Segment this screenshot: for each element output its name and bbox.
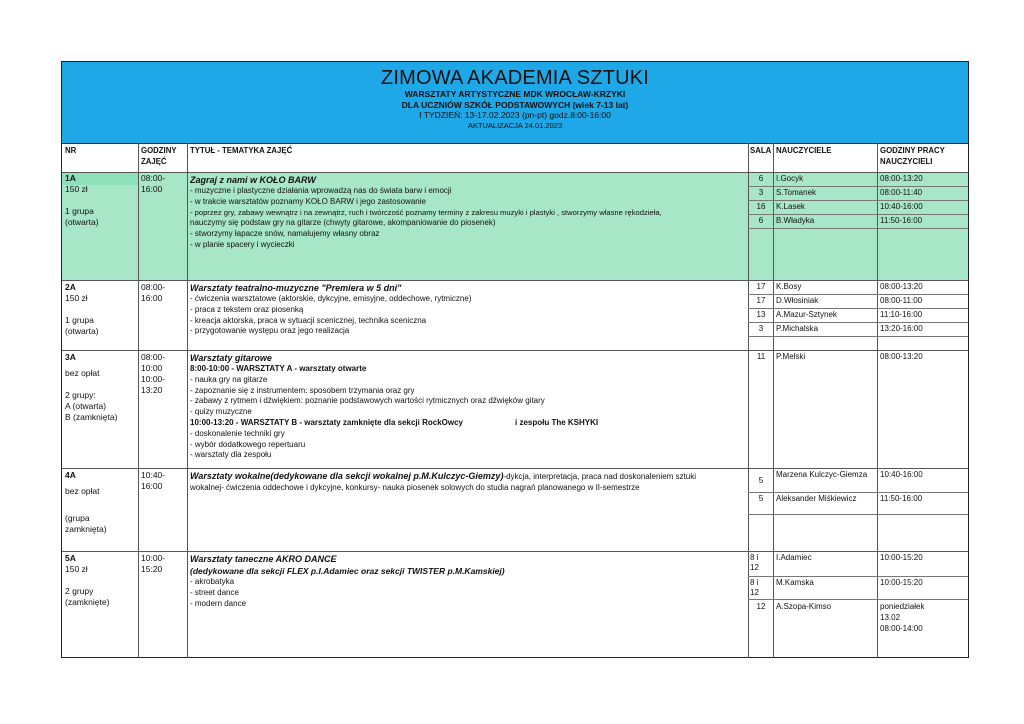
teacher-hours: 08:00-11:40 (880, 188, 923, 197)
room-number: 16 (756, 202, 766, 211)
divider (748, 143, 749, 658)
workshop-b-heading (190, 418, 746, 429)
description-line: nauczymy się podstaw gry na gitarze (chwyty gitarowe, akompaniowanie do piosenek) (190, 218, 496, 228)
divider (748, 576, 968, 577)
teacher-name: Aleksander Miśkiewicz (776, 494, 857, 503)
row-group: (grupa (65, 513, 90, 523)
divider (748, 336, 968, 337)
room-number: 17 (756, 296, 766, 305)
teacher-hours: 10:00-15:20 (880, 578, 923, 587)
description-line: - zapoznanie się z instrumentem: sposobem trzymania oraz gry (190, 385, 415, 395)
teacher-hours: 11:50-16:00 (880, 216, 923, 225)
hours-end: 16:00 (141, 481, 163, 491)
description-line: - doskonalenie techniki gry (190, 428, 285, 438)
page-title: ZIMOWA AKADEMIA SZTUKI (380, 67, 650, 89)
description-line: - akrobatyka (190, 577, 235, 586)
teacher-hours: 08:00-11:00 (880, 296, 923, 305)
divider (877, 143, 878, 658)
teacher-name: I.Adamiec (776, 553, 812, 562)
room-number: 12 (750, 563, 759, 572)
spacer (65, 497, 137, 513)
divider (748, 214, 968, 215)
row-group: 1 grupa (65, 315, 94, 325)
teacher-hours: 08:00-13:20 (880, 282, 923, 291)
hours-end: 13:20 (141, 385, 163, 395)
room-number: 12 (750, 588, 759, 597)
teacher-hours: 13.02 (880, 613, 901, 622)
teacher-hours: 08:00-13:20 (880, 352, 923, 361)
row-2a-hours (141, 282, 186, 304)
hours-start: 08:00- (141, 282, 166, 292)
description-line: - w trakcie warsztatów poznamy KOŁO BARW i jego zastosowanie (190, 196, 426, 206)
teacher-name: A.Mazur-Sztynek (776, 310, 837, 319)
column-header-room: SALA (750, 146, 772, 155)
row-group-type: (zamknięte) (65, 597, 110, 607)
teacher-name: P.Michalska (776, 324, 819, 333)
row-4a-hours (141, 470, 186, 492)
row-group: 2 grupy (65, 586, 94, 596)
description-line: - street dance (190, 587, 239, 597)
row-3a-hours (141, 352, 186, 396)
description-line: -dykcja, interpretacja, praca nad doskonaleniem sztuki (503, 472, 696, 481)
schedule-header (62, 62, 968, 144)
row-group-type: zamknięta) (65, 524, 107, 534)
row-price: bez opłat (65, 486, 100, 496)
room-number: 6 (758, 174, 764, 183)
description-line: - w planie spacery i wycieczki (190, 239, 295, 249)
hours-end: 10:00 (141, 363, 163, 373)
row-1a-hours (141, 173, 186, 195)
divider (62, 468, 968, 469)
row-4a-description (190, 470, 746, 494)
workshop-title: Zagraj z nami w KOŁO BARW (190, 175, 316, 185)
row-group-type: (otwarta) (65, 326, 99, 336)
row-group-type: (otwarta) (65, 217, 99, 227)
room-number: 5 (758, 476, 764, 485)
row-nr: 2A (65, 282, 76, 292)
hours-start: 10:40- (141, 470, 166, 480)
workshop-title: Warsztaty wokalne(dedykowane dla sekcji wokalnej p.M.Kulczyc-Giemzy) (190, 471, 504, 481)
divider (62, 350, 968, 351)
row-1a-description (190, 174, 746, 251)
teacher-hours: 11:10-16:00 (880, 310, 923, 319)
row-group-a: A (otwarta) (65, 401, 107, 411)
spacer (65, 575, 137, 586)
hours-start: 08:00- (141, 173, 166, 183)
teacher-name: D.Włosiniak (776, 296, 819, 305)
teacher-hours: poniedziałek (880, 602, 925, 611)
header-update: AKTUALIZACJA 24.01.2023 (467, 120, 563, 130)
description-line: - modern dance (190, 598, 247, 608)
teacher-name: K.Lasek (776, 202, 805, 211)
row-price: 150 zł (65, 564, 88, 574)
workshop-b-heading-part1: 10:00-13:20 - WARSZTATY B - warsztaty zamknięte dla sekcji RockOwcy (190, 417, 463, 427)
row-group: 2 grupy: (65, 390, 96, 400)
description-line: - zabawy z rytmem i dźwiękiem: poznanie podstawowych wartości rytmicznych oraz dźwięków gitary (190, 396, 545, 406)
room-number: 12 (756, 602, 766, 611)
hours-start: 10:00- (141, 553, 166, 563)
row-group-b: B (zamknięta) (65, 412, 118, 422)
room-number: 17 (756, 282, 766, 291)
teacher-name: P.Melski (776, 352, 806, 361)
teacher-hours: 10:00-15:20 (880, 553, 923, 562)
teacher-hours: 08:00-14:00 (880, 624, 923, 633)
row-5a-nr-cell (65, 553, 137, 608)
description-line: - ćwiczenia warsztatowe (aktorskie, dykcyjne, emisyjne, oddechowe, rytmiczne) (190, 294, 472, 303)
row-1a-nr-cell (65, 173, 137, 228)
row-price: bez opłat (65, 368, 100, 378)
row-5a-description (190, 553, 746, 609)
workshop-b-heading-part2: i zespołu The KSHYKI (515, 417, 599, 427)
description-line: - stworzymy łapacze snów, namalujemy własny obraz (190, 229, 380, 239)
divider (748, 492, 968, 493)
row-price: 150 zł (65, 293, 88, 303)
teacher-name: A.Szopa-Kimso (776, 602, 832, 611)
header-subtitle-2: DLA UCZNIÓW SZKÓŁ PODSTAWOWYCH (wiek 7-13 lat) (401, 99, 629, 110)
row-nr: 3A (65, 352, 76, 362)
room-number: 5 (758, 494, 764, 503)
workshop-subtitle: (dedykowane dla sekcji FLEX p.I.Adamiec oraz sekcji TWISTER p.M.Kamskiej) (190, 566, 505, 576)
description-line: - muzyczne i plastyczne działania wprowadzą nas do świata barw i emocji (190, 186, 452, 195)
teacher-name: M.Kamska (776, 578, 814, 587)
column-header-teachers: NAUCZYCIELE (776, 146, 832, 155)
workshop-title: Warsztaty teatralno-muzyczne "Premiera w 5 dni" (190, 283, 402, 293)
description-line: wokalnej- ćwiczenia oddechowe i dykcyjne, konkursy- nauka piosenek solowych do studia nagrań planowanego w II-semestrze (190, 482, 640, 492)
hours-start: 10:00- (141, 374, 166, 384)
row-nr: 5A (65, 553, 76, 563)
divider (748, 228, 968, 229)
teacher-hours: 11:50-16:00 (880, 494, 923, 503)
divider (748, 599, 968, 600)
hours-start: 08:00- (141, 352, 166, 362)
teacher-name: I.Gocyk (776, 174, 804, 183)
workshop-title-line (190, 470, 746, 483)
spacer (65, 379, 137, 390)
teacher-hours: 10:40-16:00 (880, 202, 923, 211)
divider (748, 514, 968, 515)
column-header-hours: GODZINY ZAJĘĆ (141, 146, 177, 166)
divider (62, 551, 968, 552)
divider (773, 143, 774, 658)
divider (748, 186, 968, 187)
teacher-hours: 10:40-16:00 (880, 470, 923, 479)
divider (62, 172, 968, 173)
teacher-name: Marzena Kulczyc-Giemza (776, 470, 868, 479)
row-3a-description (190, 352, 746, 461)
workshop-a-heading: 8:00-10:00 - WARSZTATY A - warsztaty otwarte (190, 364, 367, 373)
divider (748, 294, 968, 295)
divider (748, 322, 968, 323)
column-header-nr: NR (65, 146, 77, 155)
teacher-name: K.Bosy (776, 282, 802, 291)
teacher-name: B.Władyka (776, 216, 815, 225)
hours-end: 16:00 (141, 293, 163, 303)
header-week: I TYDZIEŃ: 13-17.02.2023 (pn-pt) godz.8:00-16:00 (419, 110, 611, 120)
hours-end: 15:20 (141, 564, 163, 574)
workshop-title: Warsztaty taneczne AKRO DANCE (190, 554, 337, 564)
description-line: - kreacja aktorska, praca w sytuacji scenicznej, technika sceniczna (190, 315, 427, 325)
row-price: 150 zł (65, 184, 88, 194)
room-number: 6 (758, 216, 764, 225)
row-3a-nr-cell (65, 352, 137, 423)
divider (748, 200, 968, 201)
row-2a-nr-cell (65, 282, 137, 337)
column-header-title: TYTUŁ - TEMATYKA ZAJĘĆ (190, 146, 293, 155)
row-nr: 1A (65, 173, 76, 183)
row-nr: 4A (65, 470, 76, 480)
description-line: - praca z tekstem oraz piosenką (190, 304, 304, 314)
teacher-hours: 13:20-16:00 (880, 324, 923, 333)
description-line: - warsztaty dla zespołu (190, 450, 272, 460)
description-line: - nauka gry na gitarze (190, 374, 268, 384)
divider (748, 308, 968, 309)
divider (187, 143, 188, 658)
row-2a-description (190, 282, 746, 337)
row-4a-nr-cell (65, 470, 137, 535)
description-line: - przygotowanie występu oraz jego realizacja (190, 326, 350, 336)
room-number: 13 (756, 310, 766, 319)
description-line: - poprzez gry, zabawy wewnątrz i na zewnątrz, ruch i twórczość poznamy terminy z zakresu muzyki i plastyki , stworzymy własne rękodzieła, (190, 207, 662, 217)
spacer (65, 304, 137, 315)
workshop-title: Warsztaty gitarowe (190, 353, 272, 363)
room-number: 8 i (750, 578, 759, 587)
description-line: - quizy muzyczne (190, 407, 252, 417)
row-5a-hours (141, 553, 186, 575)
teacher-hours: 08:00-13:20 (880, 174, 923, 183)
description-line: - wybór dodatkowego repertuaru (190, 439, 306, 449)
row-group: 1 grupa (65, 206, 94, 216)
spacer (65, 195, 137, 206)
divider (138, 143, 139, 658)
room-number: 3 (758, 188, 764, 197)
schedule-sheet (61, 61, 969, 658)
teacher-name: S.Tomanek (776, 188, 817, 197)
room-number: 11 (756, 352, 766, 361)
hours-end: 16:00 (141, 184, 163, 194)
column-header-teacher-hours: GODZINY PRACY NAUCZYCIELI (880, 146, 945, 166)
header-subtitle-1: WARSZTATY ARTYSTYCZNE MDK WROCŁAW-KRZYKI (404, 89, 626, 99)
room-number: 3 (758, 324, 764, 333)
room-number: 8 i (750, 553, 759, 562)
divider (62, 280, 968, 281)
